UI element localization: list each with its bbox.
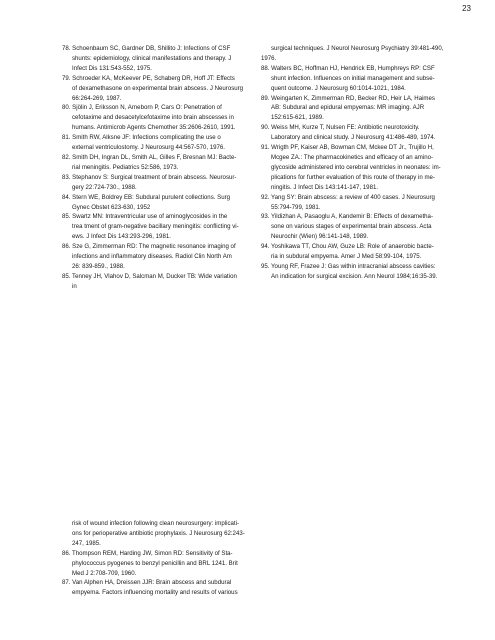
reference-line: ningitis. J Infect Dis 143:141-147, 1981. — [271, 183, 379, 191]
reference-line: 79. Schroeder KA, McKeever PE, Schaberg DR, Hoff JT: Effects — [62, 74, 235, 82]
reference-line: 89. Weingarten K, Zimmerman RD, Becker RD, Heir LA, Haimes — [261, 94, 435, 102]
reference-line: external ventriculostomy. J Neurosurg 44:567-570, 1976. — [72, 144, 225, 152]
reference-line: 85. Tenney JH, Vlahov D, Salcman M, Ducker TB: Wide variation — [62, 272, 237, 280]
reference-line: 84. Stern WE, Boldrey EB: Subdural purulent collections. Surg — [62, 193, 231, 201]
reference-line: ons for perioperative antibiotic prophylaxis. J Neurosurg 62:243- — [72, 529, 245, 537]
reference-line: of dexamethasone on experimental brain abscess. J Neurosurg — [72, 84, 244, 92]
reference-line: 1976. — [261, 54, 277, 62]
reference-line: 80. Sjölin J, Eriksson N, Arneborn P, Cars O: Penetration of — [62, 104, 222, 112]
reference-line: sone on various stages of experimental brain abscess. Acta — [271, 223, 432, 231]
reference-line: shunts: epidemiology, clinical manifestations and therapy. J — [72, 54, 232, 62]
reference-line: 247, 1985. — [72, 539, 101, 547]
reference-line: Laboratory and clinical study. J Neurosurg 41:486-489, 1974. — [271, 134, 436, 142]
reference-line: 92. Yang SY: Brain abscess: a review of 400 cases. J Neurosurg — [261, 193, 435, 201]
reference-line: 83. Stephanov S: Surgical treatment of brain abscess. Neurosur- — [62, 173, 237, 181]
reference-line: trea tment of gram-negative bacillary meningitis: conflicting vi- — [72, 223, 239, 231]
reference-line: humans. Antimicrob Agents Chemother 35:2606-2610, 1991. — [72, 124, 236, 132]
reference-line: gery 22:724-730., 1988. — [72, 183, 137, 191]
reference-line: in — [72, 282, 77, 290]
reference-line: Neurochir (Wien) 96:141-148, 1989. — [271, 233, 369, 241]
page-number: 23 — [462, 4, 471, 13]
reference-line: phylococcus pyogenes to benzyl penicillin and BRL 1241. Brit — [72, 559, 238, 567]
reference-line: ria in subdural empyema. Amer J Med 58:99-104, 1975. — [271, 253, 422, 261]
reference-line: 81. Smith RW, Alksne JF: Infections complicating the use o — [62, 134, 221, 142]
reference-line: 55:794-799, 1981. — [271, 203, 321, 211]
reference-line: Infect Dis 131:543-552, 1975. — [72, 64, 152, 72]
reference-line: An indication for surgical excision. Ann Neurol 1984;16:35-39. — [271, 272, 438, 280]
reference-line: Mcgee ZA.: The pharmacokinetics and efficacy of an amino- — [271, 153, 434, 161]
reference-line: Gynec Obstet 623-630, 1952 — [72, 203, 151, 211]
reference-line: cefotaxime and desacetylcefotaxime into brain abscesses in — [72, 114, 234, 122]
reference-line: 152:615-621, 1989. — [271, 114, 324, 122]
reference-line: 93. Yildizhan A, Pasaoglu A, Kandemir B: Effects of dexametha- — [261, 213, 433, 221]
reference-line: 85. Swartz MN: Intraventricular use of aminoglycosides in the — [62, 213, 228, 221]
reference-line: ews. J Infect Dis 143:293-296, 1981. — [72, 233, 171, 241]
reference-line: shunt infection. Influences on initial management and subse- — [271, 74, 435, 82]
reference-line: risk of wound infection following clean neurosurgery: implicati- — [72, 520, 239, 527]
references-right-column — [261, 44, 449, 282]
reference-line: infections and inflammatory diseases. Radiol Clin North Am — [72, 253, 232, 261]
reference-line: 91. Wrigth PF, Kaiser AB, Bowman CM, Mckee DT Jr., Trujillo H, — [261, 144, 434, 152]
reference-line: 86. Sze G, Zimmerman RD: The magnetic resonance imaging of — [62, 243, 236, 251]
reference-line: 26: 839-859., 1988. — [72, 262, 125, 270]
reference-line: 86. Thompson REM, Harding JW, Simon RD: Sensitivity of Sta- — [62, 549, 233, 557]
reference-line: AB: Subdural and epidural empyemas: MR imaging. AJR — [271, 104, 425, 112]
reference-line: 66:264-269, 1987. — [72, 94, 122, 102]
reference-line: 88. Walters BC, Hoffman HJ, Hendrick EB, Humphreys RP: CSF — [261, 64, 435, 72]
reference-line: 78. Schoenbaum SC, Gardner DB, Shillito J: Infections of CSF — [62, 45, 231, 52]
reference-line: 95. Young RF, Frazee J: Gas within intracranial abscess cavities: — [261, 262, 436, 270]
reference-line: empyema. Factors influencing mortality and results of various — [72, 589, 238, 597]
reference-line: surgical techniques. J Neurol Neurosurg Psychiatry 39:481-490, — [271, 45, 444, 52]
reference-line: 90. Weiss MH, Kurze T, Nulsen FE: Antibiotic neurotoxicity. — [261, 124, 420, 132]
references-bottom-column — [62, 519, 250, 598]
reference-line: quent outcome. J Neurosurg 60:1014-1021, 1984. — [271, 84, 406, 92]
reference-line: Med J 2:708-709, 1960. — [72, 569, 137, 577]
reference-line: 94. Yoshikawa TT, Chou AW, Guze LB: Role of anaerobic bacte- — [261, 243, 434, 251]
reference-line: 87. Van Alphen HA, Dreissen JJR: Brain abscess and subdural — [62, 579, 232, 587]
reference-line: 82. Smith DH, Ingran DL, Smith AL, Gilles F, Bresnan MJ: Bacte- — [62, 153, 237, 161]
references-left-column — [62, 44, 250, 292]
reference-line: plications for further evaluation of this route of therapy in me- — [271, 173, 435, 181]
reference-line: rial meningitis. Pediatrics 52:586, 1973. — [72, 163, 179, 171]
reference-line: glycoside administered into cerebral ventricles in neonates: im- — [271, 163, 441, 171]
